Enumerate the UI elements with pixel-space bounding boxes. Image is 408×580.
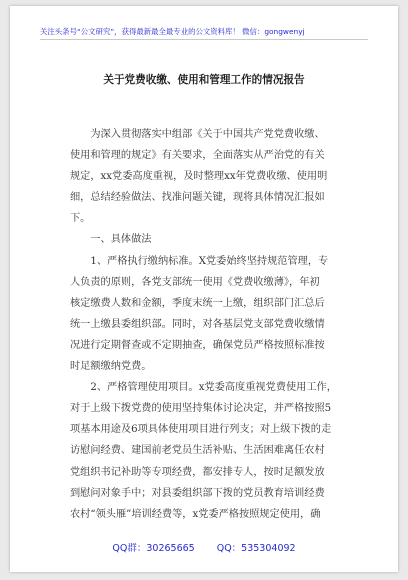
body-line: 项基本用途及6项具体使用项目进行列支；对上级下拨的走 bbox=[70, 424, 332, 436]
body-line: 下。 bbox=[70, 213, 91, 225]
body-line: 况进行定期督查或不定期抽查，确保党员严格按照标准按 bbox=[70, 339, 325, 351]
body-line: 统一上缴县委组织部。同时，对各基层党支部党费收缴情 bbox=[70, 318, 325, 330]
page-title: 关于党费收缴、使用和管理工作的情况报告 bbox=[103, 74, 305, 86]
body-line: 使用和管理的规定》有关要求，全面落实从严治党的有关 bbox=[70, 150, 325, 162]
body-line: 规定，xx党委高度重视，及时整理xx年党费收缴、使用明 bbox=[70, 171, 328, 183]
body-line: 人负责的原则，各党支部统一使用《党费收缴薄》，年初 bbox=[70, 276, 320, 288]
footer-contact bbox=[10, 540, 398, 554]
body-line: 对于上级下拨党费的使用坚持集体讨论决定，并严格按照5 bbox=[70, 403, 332, 415]
section-heading: 一、具体做法 bbox=[70, 234, 152, 246]
qq-contact-label: QQ：535304092 bbox=[216, 543, 296, 554]
header-notice: 关注头条号“公文研究”，获得最新最全最专业的公文资料库！ 微信：gongwenyj bbox=[40, 27, 305, 36]
body-line: 为深入贯彻落实中组部《关于中国共产党党费收缴、 bbox=[70, 129, 325, 140]
body-line: 党组织书记补助等专项经费，都安排专人，按时足额发放 bbox=[70, 466, 325, 478]
body-line: 细，总结经验做法、找准问题关键，现将具体情况汇报如 bbox=[70, 192, 325, 204]
body-line: 时足额缴纳党费。 bbox=[70, 361, 152, 373]
body-line: 农村“领头雁”培训经费等，x党委严格按照规定使用，确 bbox=[70, 508, 321, 520]
body-line: 到慰问对象手中；对县委组织部下拨的党员教育培训经费 bbox=[70, 487, 325, 499]
body-line: 2、严格管理使用项目。x党委高度重视党费使用工作， bbox=[70, 382, 337, 394]
qq-group-label: QQ群：30265665 bbox=[112, 543, 195, 554]
document-body bbox=[70, 124, 350, 525]
body-line: 访慰问经费、建国前老党员生活补贴、生活困难离任农村 bbox=[70, 445, 325, 457]
header-divider bbox=[40, 39, 368, 40]
body-line: 核定缴费人数和金额，季度末统一上缴，组织部门汇总后 bbox=[70, 297, 325, 309]
document-page bbox=[10, 6, 398, 572]
body-line: 1、严格执行缴纳标准。X党委始终坚持规范管理，专 bbox=[70, 255, 329, 267]
